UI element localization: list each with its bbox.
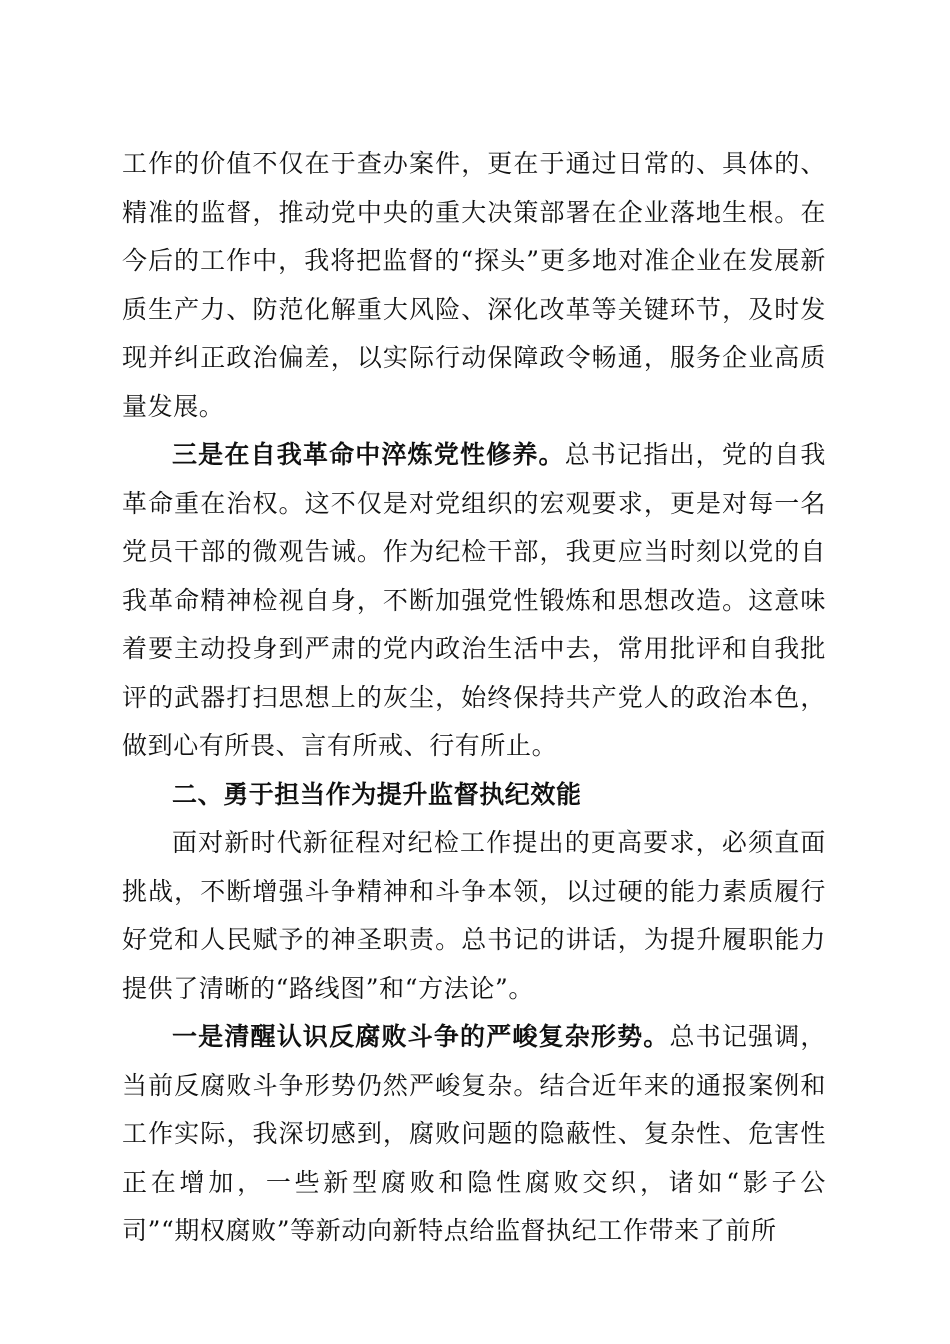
section-heading: 二、勇于担当作为提升监督执纪效能 [172,779,582,809]
paragraph-point-one [122,1013,826,1256]
document-body [122,140,826,1256]
paragraph-text: 总书记强调，当前反腐败斗争形势仍然严峻复杂。结合近年来的通报案例和工作实际，我深切感到，腐败问题的隐蔽性、复杂性、危害性正在增加，一些新型腐败和隐性腐败交织，诸如“影子公司”“期权腐败”等新动向新特点给监督执纪工作带来了前所 [122,1022,826,1245]
paragraph-text: 面对新时代新征程对纪检工作提出的更高要求，必须直面挑战，不断增强斗争精神和斗争本领，以过硬的能力素质履行好党和人民赋予的神圣职责。总书记的讲话，为提升履职能力提供了清晰的“路线图”和“方法论”。 [122,828,826,1003]
paragraph-lead: 一是清醒认识反腐败斗争的严峻复杂形势。 [172,1022,670,1051]
paragraph-lead: 三是在自我革命中淬炼党性修养。 [172,440,565,469]
paragraph-point-three [122,431,826,771]
paragraph-intro [122,819,826,1013]
paragraph-text: 工作的价值不仅在于查办案件，更在于通过日常的、具体的、精准的监督，推动党中央的重大决策部署在企业落地生根。在今后的工作中，我将把监督的“探头”更多地对准企业在发展新质生产力、防范化解重大风险、深化改革等关键环节，及时发现并纠正政治偏差，以实际行动保障政令畅通，服务企业高质量发展。 [122,149,826,421]
paragraph-continuation [122,140,826,431]
paragraph-text: 总书记指出，党的自我革命重在治权。这不仅是对党组织的宏观要求，更是对每一名党员干部的微观告诫。作为纪检干部，我更应当时刻以党的自我革命精神检视自身，不断加强党性锻炼和思想改造。这意味着要主动投身到严肃的党内政治生活中去，常用批评和自我批评的武器打扫思想上的灰尘，始终保持共产党人的政治本色，做到心有所畏、言有所戒、行有所止。 [122,440,826,760]
